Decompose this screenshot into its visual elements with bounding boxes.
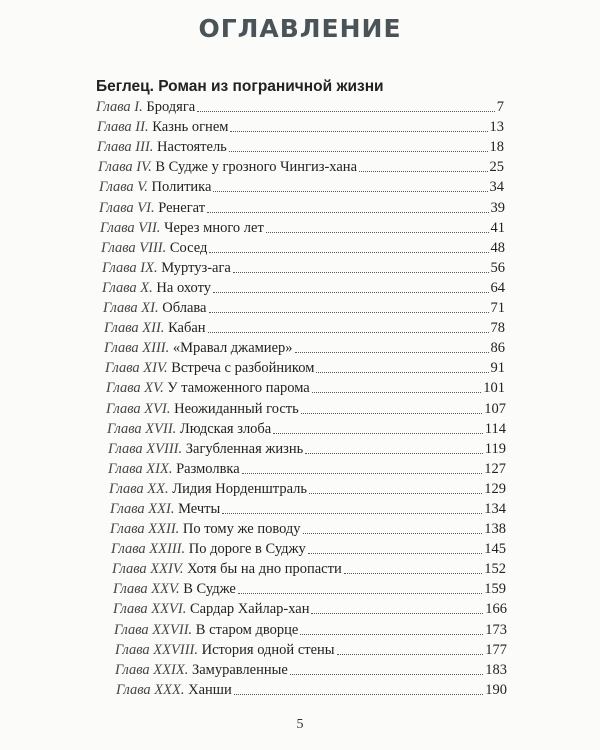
chapter-word: Глава: [107, 420, 142, 437]
chapter-label: [108, 440, 182, 458]
chapter-number: II.: [135, 119, 149, 136]
chapter-page-number: 152: [484, 561, 506, 578]
chapter-title: Ханши: [188, 681, 232, 698]
chapter-word: Глава: [98, 159, 133, 176]
chapter-number: XXX.: [154, 681, 185, 698]
chapter-title: Мечты: [178, 500, 221, 517]
chapter-title: Облава: [162, 300, 207, 317]
chapter-word: Глава: [102, 279, 137, 296]
chapter-label: [113, 600, 186, 618]
chapter-label: [104, 339, 169, 357]
chapter-word: Глава: [113, 601, 148, 618]
chapter-word: Глава: [112, 561, 147, 578]
toc-entry: [0, 357, 600, 377]
toc-entry: [0, 237, 600, 257]
chapter-number: XX.: [147, 480, 169, 497]
chapter-label: [101, 239, 166, 257]
chapter-page-number: 138: [484, 521, 506, 538]
chapter-word: Глава: [111, 541, 146, 558]
toc-entry: [0, 458, 600, 478]
chapter-page-number: 101: [483, 380, 505, 397]
chapter-title: Через много лет: [164, 219, 264, 236]
chapter-word: Глава: [108, 440, 143, 457]
chapter-title: Встреча с разбойником: [171, 360, 315, 377]
chapter-word: Глава: [109, 480, 144, 497]
toc-entry: [0, 257, 600, 277]
chapter-label: [115, 661, 188, 679]
chapter-number: XXIV.: [150, 561, 184, 578]
dot-leader: [230, 130, 487, 132]
chapter-word: Глава: [106, 380, 141, 397]
chapter-page-number: 41: [490, 219, 505, 236]
toc-entry: [0, 518, 600, 538]
chapter-word: Глава: [108, 460, 143, 477]
dot-leader: [208, 331, 489, 333]
chapter-number: XXVII.: [152, 621, 193, 638]
chapter-title: По дороге в Суджу: [188, 541, 306, 558]
dot-leader: [303, 532, 483, 534]
chapter-word: Глава: [99, 199, 134, 216]
dot-leader: [197, 110, 495, 112]
chapter-number: XVIII.: [146, 440, 183, 457]
chapter-page-number: 71: [490, 300, 505, 317]
chapter-word: Глава: [102, 259, 137, 276]
dot-leader: [233, 271, 489, 273]
chapter-number: XIII.: [142, 340, 170, 357]
chapter-label: [98, 158, 152, 176]
chapter-page-number: 56: [490, 259, 505, 276]
chapter-page-number: 183: [485, 661, 507, 678]
dot-leader: [290, 673, 483, 675]
chapter-number: XXVIII.: [153, 641, 198, 658]
toc-entry: [0, 538, 600, 558]
toc-entry: [0, 639, 600, 659]
chapter-word: Глава: [110, 500, 145, 517]
chapter-number: VIII.: [139, 239, 167, 256]
chapter-page-number: 129: [484, 480, 506, 497]
chapter-title: В старом дворце: [195, 621, 299, 638]
chapter-label: [106, 400, 170, 418]
dot-leader: [222, 512, 482, 514]
chapter-number: IX.: [140, 259, 158, 276]
dot-leader: [207, 211, 488, 213]
dot-leader: [308, 552, 482, 554]
chapter-number: XXIII.: [149, 541, 186, 558]
chapter-word: Глава: [101, 239, 136, 256]
chapter-title: Замуравленные: [191, 661, 288, 678]
chapter-word: Глава: [97, 119, 132, 136]
chapter-page-number: 107: [484, 400, 506, 417]
toc-entry: [0, 438, 600, 458]
chapter-word: Глава: [103, 300, 138, 317]
chapter-page-number: 25: [489, 159, 504, 176]
chapter-label: [97, 118, 149, 136]
chapter-label: [110, 520, 179, 538]
chapter-title: «Мравал джамиер»: [172, 340, 293, 357]
toc-entry: [0, 418, 600, 438]
chapter-number: XXV.: [151, 581, 180, 598]
chapter-page-number: 134: [484, 500, 506, 517]
chapter-number: V.: [137, 179, 148, 196]
chapter-label: [102, 279, 153, 297]
chapter-page-number: 7: [496, 99, 504, 116]
chapter-number: XIV.: [143, 360, 168, 377]
dot-leader: [229, 150, 488, 152]
chapter-label: [107, 420, 176, 438]
chapter-label: [115, 641, 198, 659]
table-of-contents: [0, 96, 600, 699]
dot-leader: [337, 653, 484, 655]
chapter-title: Настоятель: [157, 139, 227, 156]
chapter-number: IV.: [136, 159, 152, 176]
chapter-label: [116, 681, 185, 699]
toc-entry: [0, 317, 600, 337]
chapter-word: Глава: [115, 661, 150, 678]
chapter-page-number: 145: [484, 541, 506, 558]
chapter-title: Сосед: [169, 239, 208, 256]
chapter-title: Хотя бы на дно пропасти: [187, 561, 342, 578]
chapter-title: История одной стены: [201, 641, 335, 658]
chapter-label: [105, 359, 168, 377]
toc-entry: [0, 337, 600, 357]
chapter-label: [102, 259, 158, 277]
chapter-label: [104, 319, 164, 337]
toc-entry: [0, 659, 600, 679]
toc-entry: [0, 277, 600, 297]
chapter-word: Глава: [96, 99, 131, 116]
chapter-number: XVII.: [145, 420, 177, 437]
dot-leader: [209, 311, 489, 313]
chapter-word: Глава: [104, 340, 139, 357]
dot-leader: [359, 170, 487, 172]
chapter-word: Глава: [105, 360, 140, 377]
chapter-word: Глава: [113, 581, 148, 598]
chapter-page-number: 39: [490, 199, 505, 216]
chapter-label: [114, 621, 192, 639]
chapter-number: XXIX.: [153, 661, 189, 678]
chapter-title: Размолвка: [176, 460, 240, 477]
toc-entry: [0, 297, 600, 317]
dot-leader: [266, 231, 489, 233]
dot-leader: [234, 693, 484, 695]
chapter-number: X.: [140, 279, 153, 296]
dot-leader: [311, 612, 483, 614]
chapter-word: Глава: [114, 621, 149, 638]
chapter-label: [111, 540, 185, 558]
chapter-word: Глава: [116, 681, 151, 698]
chapter-word: Глава: [106, 400, 141, 417]
dot-leader: [242, 472, 483, 474]
toc-entry: [0, 176, 600, 196]
chapter-page-number: 119: [484, 440, 506, 457]
chapter-word: Глава: [100, 219, 135, 236]
toc-entry: [0, 116, 600, 136]
chapter-title: Лидия Норденштраль: [172, 480, 307, 497]
toc-entry: [0, 217, 600, 237]
toc-entry: [0, 196, 600, 216]
toc-entry: [0, 498, 600, 518]
chapter-word: Глава: [99, 179, 134, 196]
chapter-page-number: 159: [484, 581, 506, 598]
chapter-label: [99, 178, 148, 196]
chapter-title: Казнь огнем: [152, 119, 229, 136]
dot-leader: [305, 452, 483, 454]
dot-leader: [295, 351, 489, 353]
chapter-number: XII.: [142, 320, 165, 337]
chapter-title: Кабан: [168, 320, 206, 337]
chapter-title: Политика: [151, 179, 212, 196]
toc-entry: [0, 377, 600, 397]
chapter-page-number: 18: [489, 139, 504, 156]
chapter-number: XXVI.: [151, 601, 187, 618]
toc-entry: [0, 679, 600, 699]
chapter-number: I.: [134, 99, 143, 116]
chapter-page-number: 91: [490, 360, 505, 377]
toc-entry: [0, 156, 600, 176]
chapter-label: [108, 460, 172, 478]
chapter-page-number: 64: [490, 279, 505, 296]
chapter-label: [97, 138, 153, 156]
chapter-page-number: 48: [490, 239, 505, 256]
chapter-number: XXI.: [148, 500, 175, 517]
chapter-title: Ренегат: [158, 199, 206, 216]
chapter-label: [99, 199, 155, 217]
chapter-label: [103, 299, 159, 317]
chapter-title: В Судже у грозного Чингиз-хана: [155, 159, 358, 176]
dot-leader: [213, 190, 487, 192]
chapter-title: На охоту: [156, 279, 211, 296]
toc-entry: [0, 618, 600, 638]
chapter-word: Глава: [110, 521, 145, 538]
chapter-number: XVI.: [144, 400, 171, 417]
page-number: 5: [296, 717, 304, 732]
chapter-label: [110, 500, 174, 518]
chapter-page-number: 114: [484, 420, 506, 437]
chapter-page-number: 34: [489, 179, 504, 196]
chapter-title: Людская злоба: [179, 420, 272, 437]
toc-entry: [0, 578, 600, 598]
toc-entry: [0, 96, 600, 116]
chapter-label: [96, 98, 143, 116]
chapter-page-number: 13: [489, 119, 504, 136]
chapter-number: XV.: [144, 380, 164, 397]
toc-entry: [0, 397, 600, 417]
chapter-page-number: 86: [490, 340, 505, 357]
chapter-title: У таможенного парома: [167, 380, 310, 397]
dot-leader: [273, 432, 483, 434]
chapter-title: В Судже: [183, 581, 236, 598]
toc-entry: [0, 136, 600, 156]
chapter-title: Сардар Хайлар-хан: [189, 601, 310, 618]
page-title: ОГЛАВЛЕНИЕ: [198, 14, 402, 43]
chapter-word: Глава: [97, 139, 132, 156]
chapter-title: Муртуз-ага: [161, 259, 231, 276]
chapter-page-number: 190: [485, 681, 507, 698]
chapter-number: XIX.: [146, 460, 173, 477]
section-heading: Беглец. Роман из пограничной жизни: [96, 78, 384, 95]
toc-entry: [0, 478, 600, 498]
chapter-label: [100, 219, 160, 237]
dot-leader: [301, 412, 483, 414]
chapter-page-number: 173: [485, 621, 507, 638]
dot-leader: [312, 391, 482, 393]
dot-leader: [238, 592, 482, 594]
chapter-label: [106, 379, 164, 397]
toc-entry: [0, 598, 600, 618]
toc-entry: [0, 558, 600, 578]
chapter-number: III.: [135, 139, 154, 156]
chapter-number: VII.: [138, 219, 161, 236]
dot-leader: [316, 371, 488, 373]
chapter-page-number: 177: [485, 641, 507, 658]
chapter-word: Глава: [115, 641, 150, 658]
chapter-number: XI.: [141, 300, 159, 317]
dot-leader: [309, 492, 482, 494]
chapter-number: XXII.: [148, 521, 180, 538]
dot-leader: [209, 251, 488, 253]
chapter-label: [109, 480, 169, 498]
chapter-title: Бродяга: [146, 99, 196, 116]
chapter-title: Загубленная жизнь: [185, 440, 304, 457]
chapter-page-number: 166: [485, 601, 507, 618]
dot-leader: [213, 291, 489, 293]
dot-leader: [344, 572, 483, 574]
chapter-title: По тому же поводу: [182, 521, 301, 538]
chapter-page-number: 127: [484, 460, 506, 477]
chapter-word: Глава: [104, 320, 139, 337]
chapter-label: [113, 580, 180, 598]
chapter-label: [112, 560, 183, 578]
chapter-page-number: 78: [490, 320, 505, 337]
chapter-title: Неожиданный гость: [174, 400, 299, 417]
dot-leader: [300, 633, 483, 635]
chapter-number: VI.: [137, 199, 155, 216]
